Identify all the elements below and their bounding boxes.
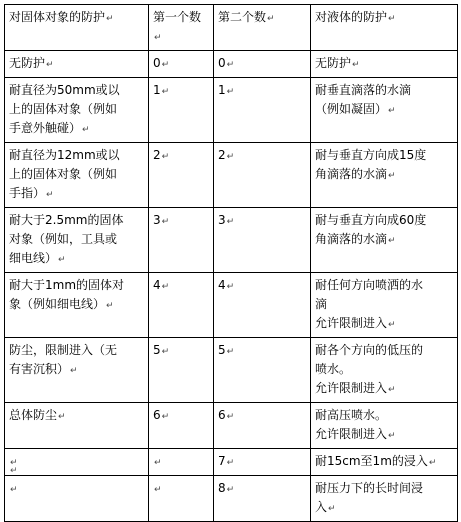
return-mark: ↵ (161, 217, 170, 227)
return-mark: ↵ (46, 190, 54, 200)
cell-text: 无防护 (315, 56, 352, 70)
liquid-protection-cell (311, 51, 458, 78)
cell-text: 4 (153, 278, 161, 292)
cell-text: 手意外触碰） (9, 121, 82, 135)
table-row (5, 78, 458, 143)
cell-text: 允许限制进入 (315, 316, 388, 330)
return-mark: ↵ (267, 14, 275, 24)
return-mark: ↵ (226, 458, 235, 468)
second-digit-cell (214, 78, 311, 143)
cell-text: 2 (153, 148, 161, 162)
return-mark: ↵ (161, 87, 170, 97)
cell-text: 耐大于2.5mm的固体 (9, 213, 124, 227)
second-digit-cell (214, 273, 311, 338)
cell-text: 2 (218, 148, 226, 162)
liquid-protection-cell (311, 273, 458, 338)
return-mark: ↵ (58, 412, 66, 422)
cell-text: 手指） (9, 186, 46, 200)
return-mark: ↵ (10, 458, 18, 468)
return-mark: ↵ (46, 60, 54, 70)
liquid-protection-cell (311, 476, 458, 522)
cell-text: 防尘，限制进入（无 (9, 343, 118, 357)
header-cell (311, 5, 458, 51)
solid-protection-cell (5, 78, 149, 143)
return-mark: ↵ (226, 412, 235, 422)
cell-text: 5 (218, 343, 226, 357)
return-mark: ↵ (352, 60, 360, 70)
cell-text: 耐压力下的长时间浸 (315, 481, 424, 495)
table-row (5, 403, 458, 449)
return-mark: ↵ (388, 431, 396, 441)
second-digit-cell (214, 208, 311, 273)
cell-text: 喷水。 (315, 362, 352, 376)
solid-protection-cell (5, 449, 149, 476)
cell-text: 3 (218, 213, 226, 227)
cell-text: 滴 (315, 297, 328, 311)
return-mark: ↵ (161, 60, 170, 70)
first-digit-cell (149, 476, 214, 522)
cell-text: 对象（例如，工具或 (9, 232, 118, 246)
cell-text: （例如凝固） (315, 102, 388, 116)
return-mark: ↵ (328, 504, 336, 514)
return-mark: ↵ (388, 106, 396, 116)
cell-text: 耐与垂直方向成60度 (315, 213, 427, 227)
first-digit-cell (149, 208, 214, 273)
return-mark: ↵ (226, 282, 235, 292)
second-digit-cell (214, 403, 311, 449)
cell-text: 对固体对象的防护 (9, 10, 106, 24)
table-row (5, 338, 458, 403)
liquid-protection-cell (311, 78, 458, 143)
header-row (5, 5, 458, 51)
cell-text: 入 (315, 500, 328, 514)
cell-text: 第一个数 (153, 10, 202, 24)
table-row (5, 143, 458, 208)
table-row (5, 208, 458, 273)
cell-text: 允许限制进入 (315, 427, 388, 441)
return-mark: ↵ (10, 485, 18, 495)
cell-text: 0 (153, 56, 161, 70)
cell-text: 耐直径为50mm或以 (9, 83, 120, 97)
cell-text: 5 (153, 343, 161, 357)
return-mark: ↵ (154, 458, 162, 468)
cell-text: 耐大于1mm的固体对 (9, 278, 125, 292)
cell-text: 第二个数 (218, 10, 267, 24)
second-digit-cell (214, 143, 311, 208)
ip-rating-table (4, 4, 458, 522)
liquid-protection-cell (311, 403, 458, 449)
cell-text: 0 (218, 56, 226, 70)
solid-protection-cell (5, 51, 149, 78)
cell-text: 允许限制进入 (315, 381, 388, 395)
return-mark: ↵ (226, 60, 235, 70)
return-mark: ↵ (154, 485, 162, 495)
return-mark: ↵ (388, 236, 396, 246)
return-mark: ↵ (388, 320, 396, 330)
cell-text: 3 (153, 213, 161, 227)
return-mark: ↵ (428, 458, 437, 468)
cell-text: 象（例如细电线） (9, 297, 106, 311)
cell-text: 角滴落的水滴 (315, 167, 388, 181)
liquid-protection-cell (311, 208, 458, 273)
liquid-protection-cell (311, 449, 458, 476)
cell-text: 1 (218, 83, 226, 97)
cell-text: 6 (153, 408, 161, 422)
first-digit-cell (149, 51, 214, 78)
cell-text: 耐直径为12mm或以 (9, 148, 120, 162)
cell-text: 上的固体对象（例如 (9, 102, 118, 116)
first-digit-cell (149, 449, 214, 476)
solid-protection-cell (5, 273, 149, 338)
table-row (5, 449, 458, 476)
return-mark: ↵ (226, 152, 235, 162)
cell-text: 耐高压喷水。 (315, 408, 388, 422)
table-row (5, 51, 458, 78)
liquid-protection-cell (311, 143, 458, 208)
return-mark: ↵ (106, 14, 114, 24)
return-mark: ↵ (161, 282, 170, 292)
cell-text: 角滴落的水滴 (315, 232, 388, 246)
cell-text: 有害沉积） (9, 362, 70, 376)
first-digit-cell (149, 403, 214, 449)
table-row (5, 476, 458, 522)
cell-text: 上的固体对象（例如 (9, 167, 118, 181)
return-mark: ↵ (154, 33, 162, 43)
cell-text: 1 (153, 83, 161, 97)
cell-text: 对液体的防护 (315, 10, 388, 24)
second-digit-cell (214, 51, 311, 78)
return-mark: ↵ (226, 347, 235, 357)
return-mark: ↵ (106, 301, 114, 311)
header-cell (214, 5, 311, 51)
first-digit-cell (149, 273, 214, 338)
cell-text: 耐与垂直方向成15度 (315, 148, 427, 162)
return-mark: ↵ (388, 171, 396, 181)
cell-text: 总体防尘 (9, 408, 58, 422)
first-digit-cell (149, 143, 214, 208)
return-mark: ↵ (388, 385, 396, 395)
return-mark: ↵ (161, 152, 170, 162)
trailing-paragraph-mark: ↵ (10, 466, 18, 476)
solid-protection-cell (5, 403, 149, 449)
cell-text: 6 (218, 408, 226, 422)
first-digit-cell (149, 78, 214, 143)
return-mark: ↵ (226, 485, 235, 495)
cell-text: 7 (218, 454, 226, 468)
cell-text: 4 (218, 278, 226, 292)
cell-text: 耐垂直滴落的水滴 (315, 83, 412, 97)
cell-text: 耐15cm至1m的浸入 (315, 454, 428, 468)
cell-text: 耐任何方向喷洒的水 (315, 278, 424, 292)
solid-protection-cell (5, 476, 149, 522)
return-mark: ↵ (58, 255, 66, 265)
cell-text: 8 (218, 481, 226, 495)
return-mark: ↵ (226, 217, 235, 227)
first-digit-cell (149, 338, 214, 403)
solid-protection-cell (5, 143, 149, 208)
liquid-protection-cell (311, 338, 458, 403)
second-digit-cell (214, 476, 311, 522)
solid-protection-cell (5, 208, 149, 273)
return-mark: ↵ (82, 125, 90, 135)
header-cell (5, 5, 149, 51)
second-digit-cell (214, 338, 311, 403)
cell-text: 无防护 (9, 56, 46, 70)
return-mark: ↵ (388, 14, 396, 24)
header-cell (149, 5, 214, 51)
return-mark: ↵ (226, 87, 235, 97)
return-mark: ↵ (161, 347, 170, 357)
second-digit-cell (214, 449, 311, 476)
table-row (5, 273, 458, 338)
cell-text: 细电线） (9, 251, 58, 265)
cell-text: 耐各个方向的低压的 (315, 343, 424, 357)
return-mark: ↵ (161, 412, 170, 422)
solid-protection-cell (5, 338, 149, 403)
return-mark: ↵ (70, 366, 78, 376)
